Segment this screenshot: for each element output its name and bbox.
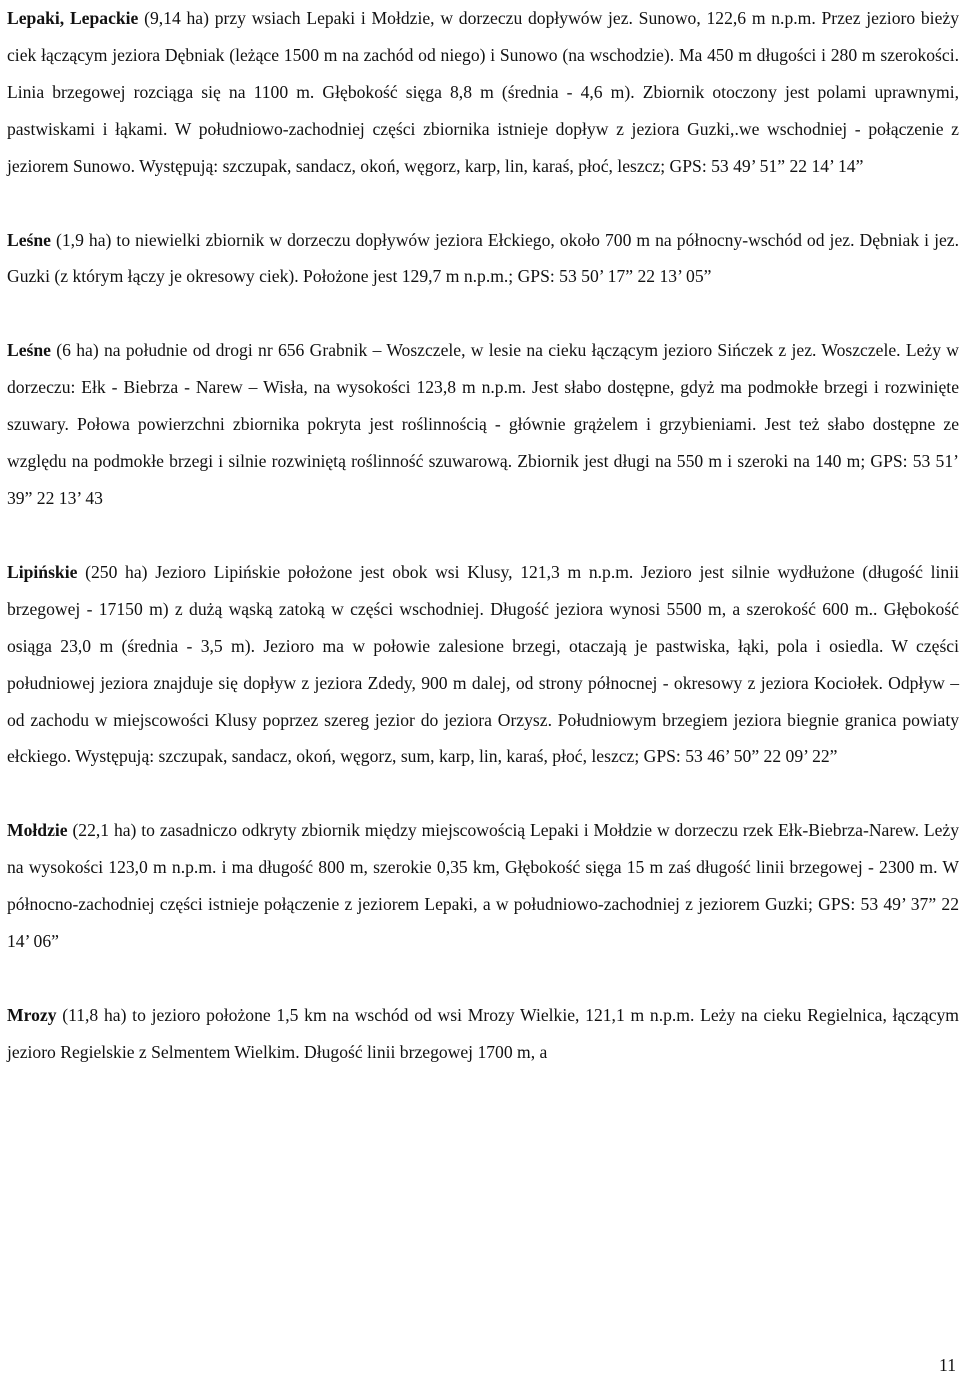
lake-entry-moldzie	[7, 812, 959, 960]
lake-entry-lesne-1	[7, 222, 959, 296]
lake-description: (9,14 ha) przy wsiach Lepaki i Mołdzie, w dorzeczu dopływów jez. Sunowo, 122,6 m n.p.m. Przez jezioro bieży ciek łączącym jeziora Dębniak (leżące 1500 m na zachód od niego) i Sunowo (na wschodzie). Ma 450 m długości i 280 m szerokości. Linia brzegowej rozciąga się na 1100 m. Głębokość sięga 8,8 m (średnia - 4,6 m). Zbiornik otoczony jest polami uprawnymi, pastwiskami i łąkami. W południowo-zachodniej części zbiornika istnieje dopływ z jeziora Guzki,.we wschodniej - połączenie z jeziorem Sunowo. Występują: szczupak, sandacz, okoń, węgorz, karp, lin, karaś, płoć, leszcz; GPS: 53 49’ 51” 22 14’ 14”	[7, 8, 959, 176]
paragraph-gap	[7, 775, 959, 812]
paragraph-gap	[7, 295, 959, 332]
lake-entry-lipinskie	[7, 554, 959, 775]
paragraph-gap	[7, 517, 959, 554]
lake-description: (22,1 ha) to zasadniczo odkryty zbiornik między miejscowością Lepaki i Mołdzie w dorzeczu rzek Ełk-Biebrza-Narew. Leży na wysokości 123,0 m n.p.m. i ma długość 800 m, szerokie 0,35 km, Głębokość sięga 15 m zaś długość linii brzegowej - 2300 m. W północno-zachodniej części istnieje połączenie z jeziorem Lepaki, a w południowo-zachodniej z jeziorem Guzki; GPS: 53 49’ 37” 22 14’ 06”	[7, 820, 959, 952]
lake-name: Leśne	[7, 229, 51, 250]
lake-description: (250 ha) Jezioro Lipińskie położone jest obok wsi Klusy, 121,3 m n.p.m. Jezioro jest silnie wydłużone (długość linii brzegowej - 17150 m) z dużą wąską zatoką w części wschodniej. Długość jeziora wynosi 5500 m, a szerokość 600 m.. Głębokość osiąga 23,0 m (średnia - 3,5 m). Jezioro ma w połowie zalesione brzegi, otaczają je pastwiska, łąki, pola i osiedla. W części południowej jeziora znajduje się dopływ z jeziora Zdedy, 900 m dalej, od strony północnej - okresowy z jeziora Kociołek. Odpływ – od zachodu w miejscowości Klusy poprzez szereg jezior do jeziora Orzysz. Południowym brzegiem jeziora biegnie granica powiaty ełckiego. Występują: szczupak, sandacz, okoń, węgorz, sum, karp, lin, karaś, płoć, leszcz; GPS: 53 46’ 50” 22 09’ 22”	[7, 561, 959, 767]
lake-name: Mrozy	[7, 1004, 57, 1025]
paragraph-gap	[7, 185, 959, 222]
lake-description: (11,8 ha) to jezioro położone 1,5 km na wschód od wsi Mrozy Wielkie, 121,1 m n.p.m. Leży na cieku Regielnica, łączącym jezioro Regielskie z Selmentem Wielkim. Długość linii brzegowej 1700 m, a	[7, 1004, 959, 1062]
lake-description: (1,9 ha) to niewielki zbiornik w dorzeczu dopływów jeziora Ełckiego, około 700 m na północny-wschód od jez. Dębniak i jez. Guzki (z którym łączy je okresowy ciek). Położone jest 129,7 m n.p.m.; GPS: 53 50’ 17” 22 13’ 05”	[7, 229, 959, 287]
lake-entry-lepaki	[7, 0, 959, 185]
lake-entry-mrozy	[7, 997, 959, 1071]
paragraph-gap	[7, 960, 959, 997]
document-page	[7, 0, 959, 1071]
lake-name: Leśne	[7, 340, 51, 361]
lake-name: Lepaki, Lepackie	[7, 8, 139, 28]
lake-entry-lesne-2	[7, 332, 959, 517]
lake-name: Lipińskie	[7, 561, 78, 582]
lake-description: (6 ha) na południe od drogi nr 656 Grabnik – Woszczele, w lesie na cieku łączącym jezioro Sińczek z jez. Woszczele. Leży w dorzeczu: Ełk - Biebrza - Narew – Wisła, na wysokości 123,8 m n.p.m. Jest słabo dostępne, gdyż ma podmokłe brzegi i rozwinięte szuwary. Połowa powierzchni zbiornika pokryta jest roślinnością - głównie grążelem i grzybieniami. Jest też słabo dostępne ze względu na podmokłe brzegi i silnie rozwiniętą roślinność szuwarową. Zbiornik jest długi na 550 m i szeroki na 140 m; GPS: 53 51’ 39” 22 13’ 43	[7, 340, 959, 508]
page-number: 11	[939, 1355, 956, 1375]
lake-name: Mołdzie	[7, 820, 68, 841]
